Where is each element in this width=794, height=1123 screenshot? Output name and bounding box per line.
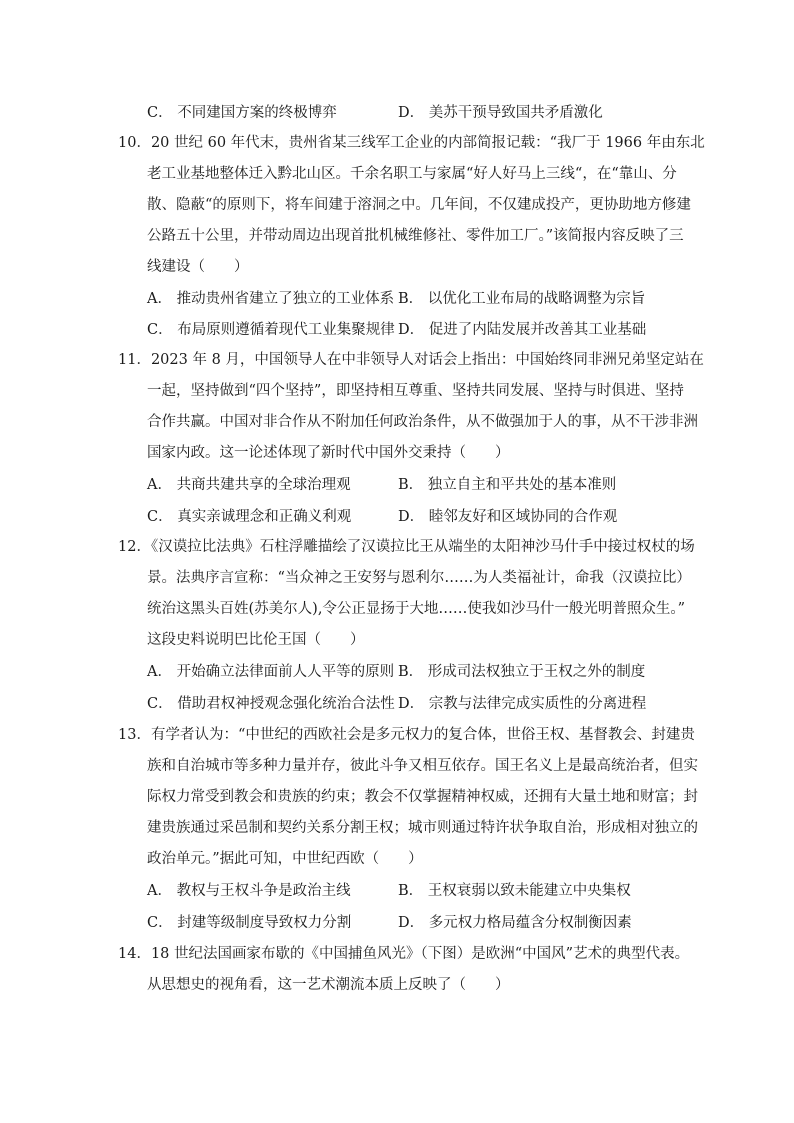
- q13-option-a: A． 教权与王权斗争是政治主线: [147, 883, 351, 899]
- q12-option-c: C． 借助君权神授观念强化统治合法性: [147, 696, 395, 712]
- q11-stem-line: 11．2023 年 8 月，中国领导人在中非领导人对话会上指出：中国始终同非洲兄弟坚定站在: [118, 352, 704, 368]
- q12-stem-line: 这段史料说明巴比伦王国（ ）: [147, 632, 365, 648]
- q10-option-a: A． 推动贵州省建立了独立的工业体系: [147, 291, 395, 307]
- q13-stem-line: 际权力常受到教会和贵族的约束；教会不仅掌握精神权威，还拥有大量土地和财富；封: [147, 789, 698, 805]
- q13-option-c: C． 封建等级制度导致权力分割: [147, 915, 352, 931]
- q11-option-b: B． 独立自主和平共处的基本准则: [398, 477, 617, 493]
- q11-stem-line: 国家内政。这一论述体现了新时代中国外交秉持（ ）: [147, 445, 510, 461]
- q10-stem-line: 线建设（ ）: [147, 259, 249, 275]
- q11-option-a: A． 共商共建共享的全球治理观: [147, 477, 351, 493]
- q10-option-c: C． 布局原则遵循着现代工业集聚规律: [147, 322, 395, 338]
- q10-option-d: D． 促进了内陆发展并改善其工业基础: [398, 322, 647, 338]
- q9-option-c: C． 不同建国方案的终极博弈: [147, 105, 337, 121]
- q13-option-b: B． 王权衰弱以致未能建立中央集权: [398, 883, 631, 899]
- q12-stem-line: 12．《汉谟拉比法典》石柱浮雕描绘了汉谟拉比王从端坐的太阳神沙马什手中接过权杖的场: [118, 539, 695, 555]
- q13-stem-line: 政治单元。”据此可知，中世纪西欧（ ）: [147, 851, 423, 867]
- q12-option-b: B． 形成司法权独立于王权之外的制度: [398, 664, 646, 680]
- q12-option-d: D． 宗教与法律完成实质性的分离进程: [398, 696, 647, 712]
- q13-stem-line: 族和自治城市等多种力量并存，彼此斗争又相互依存。国王名义上是最高统治者，但实: [147, 758, 698, 774]
- q14-stem-line: 14．18 世纪法国画家布歇的《中国捕鱼风光》（下图）是欧洲“中国风”艺术的典型代表。: [118, 946, 690, 962]
- q10-stem-line: 10．20 世纪 60 年代末，贵州省某三线军工企业的内部简报记载：“我厂于 1966 年由东北: [118, 135, 705, 151]
- q10-stem-line: 老工业基地整体迁入黔北山区。千余名职工与家属“好人好马上三线“，在“靠山、分: [147, 166, 677, 182]
- q10-stem-line: 散、隐蔽“的原则下，将车间建于溶洞之中。几年间，不仅建成投产，更协助地方修建: [147, 197, 691, 213]
- q9-option-d: D． 美苏干预导致国共矛盾激化: [398, 105, 603, 121]
- q12-stem-line: 景。法典序言宣称：“当众神之王安努与恩利尔……为人类福祉计，命我（汉谟拉比）: [147, 570, 691, 586]
- q12-stem-line: 统治这黑头百姓(苏美尔人),令公正显扬于大地……使我如沙马什一般光明普照众生。”: [147, 601, 686, 617]
- q11-stem-line: 一起，坚持做到“四个坚持”，即坚持相互尊重、坚持共同发展、坚持与时俱进、坚持: [147, 383, 684, 399]
- q14-stem-line: 从思想史的视角看，这一艺术潮流本质上反映了（ ）: [147, 977, 510, 993]
- q13-option-d: D． 多元权力格局蕴含分权制衡因素: [398, 915, 632, 931]
- q10-option-b: B． 以优化工业布局的战略调整为宗旨: [398, 291, 646, 307]
- q13-stem-line: 建贵族通过采邑制和契约关系分割王权；城市则通过特许状争取自治，形成相对独立的: [147, 820, 698, 836]
- q11-option-c: C． 真实亲诚理念和正确义利观: [147, 509, 352, 525]
- q10-stem-line: 公路五十公里，并带动周边出现首批机械维修社、零件加工厂。”该简报内容反映了三: [147, 228, 684, 244]
- q12-option-a: A． 开始确立法律面前人人平等的原则: [147, 664, 395, 680]
- q11-stem-line: 合作共赢。中国对非合作从不附加任何政治条件，从不做强加于人的事，从不干涉非洲: [147, 414, 698, 430]
- q13-stem-line: 13．有学者认为：“中世纪的西欧社会是多元权力的复合体，世俗王权、基督教会、封建贵: [118, 727, 695, 743]
- q11-option-d: D． 睦邻友好和区域协同的合作观: [398, 509, 618, 525]
